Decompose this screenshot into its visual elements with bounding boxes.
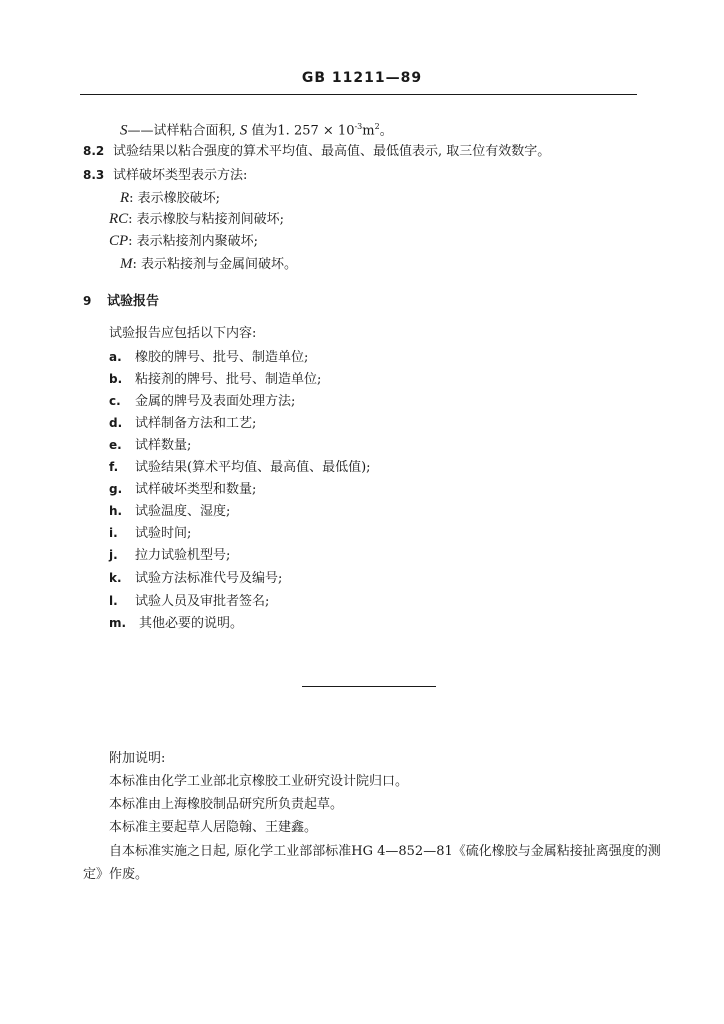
section-8-2 [83, 142, 550, 161]
item-letter: j. [109, 548, 118, 562]
item-text: 试样数量; [135, 438, 192, 453]
end-of-standard-rule [302, 686, 436, 687]
list-item [109, 480, 256, 499]
section-text: 试验结果以粘合强度的算术平均值、最高值、最低值表示, 取三位有效数字。 [113, 144, 551, 159]
list-item [109, 524, 191, 543]
list-item [109, 392, 295, 411]
item-letter: e. [109, 438, 122, 452]
failure-code: CP [109, 233, 129, 249]
item-text: 其他必要的说明。 [139, 616, 244, 631]
formula-exponent: -3 [354, 122, 363, 131]
list-item [109, 546, 230, 565]
item-text: 试验时间; [135, 526, 192, 541]
list-item [109, 592, 269, 611]
failure-code: RC [109, 211, 129, 227]
section-9-heading [83, 292, 159, 311]
failure-code: R [120, 190, 130, 206]
item-text: 试验温度、湿度; [135, 504, 231, 519]
failure-desc: : 表示橡胶破坏; [129, 191, 221, 206]
report-intro: 试验报告应包括以下内容: [109, 326, 257, 341]
notes-line: 自本标准实施之日起, 原化学工业部部标准HG 4—852—81《硫化橡胶与金属粘接扯离强度的测 [109, 844, 661, 859]
section-8-3 [83, 166, 247, 185]
item-letter: l. [109, 594, 118, 608]
failure-type-cp [109, 232, 258, 251]
item-letter: m. [109, 616, 127, 630]
notes-continuation: 定》作废。 [83, 867, 149, 882]
formula-symbol-2: S [239, 122, 248, 139]
item-letter: d. [109, 416, 123, 430]
formula-unit-exponent: 2 [374, 122, 380, 131]
item-letter: a. [109, 350, 122, 364]
item-text: 粘接剂的牌号、批号、制造单位; [135, 372, 322, 387]
item-text: 试验结果(算术平均值、最高值、最低值); [135, 460, 371, 475]
notes-title: 附加说明: [109, 751, 166, 766]
list-item [109, 436, 191, 455]
section-number: 8.3 [83, 168, 105, 182]
section-number: 8.2 [83, 144, 105, 158]
list-item [109, 569, 282, 588]
section-title: 试验报告 [107, 294, 160, 309]
item-text: 试验人员及审批者签名; [135, 594, 270, 609]
failure-type-r [120, 189, 220, 208]
section-number: 9 [83, 294, 92, 308]
failure-desc: : 表示粘接剂与金属间破坏。 [132, 257, 298, 272]
header-rule [80, 94, 637, 95]
standard-code-header: GB 11211—89 [301, 70, 423, 86]
formula-symbol: S [120, 122, 128, 139]
list-item [109, 614, 243, 633]
formula-unit: m [362, 123, 375, 139]
item-text: 试验方法标准代号及编号; [135, 571, 283, 586]
list-item [109, 458, 371, 477]
list-item [109, 348, 308, 367]
notes-line: 本标准主要起草人居隐翰、王建鑫。 [109, 820, 318, 835]
item-letter: b. [109, 372, 123, 386]
item-letter: f. [109, 460, 119, 474]
item-letter: k. [109, 571, 122, 585]
list-item [109, 414, 256, 433]
list-item [109, 502, 230, 521]
item-text: 橡胶的牌号、批号、制造单位; [135, 350, 309, 365]
item-text: 金属的牌号及表面处理方法; [135, 394, 296, 409]
formula-end: 。 [379, 123, 393, 139]
section-text: 试样破坏类型表示方法: [113, 168, 248, 183]
item-text: 试样制备方法和工艺; [135, 416, 257, 431]
failure-desc: : 表示橡胶与粘接剂间破坏; [128, 212, 285, 227]
formula-text-a: 试样粘合面积, [153, 123, 236, 139]
failure-code: M [120, 256, 133, 272]
item-text: 试样破坏类型和数量; [135, 482, 257, 497]
item-letter: h. [109, 504, 123, 518]
failure-desc: : 表示粘接剂内聚破坏; [128, 234, 259, 249]
formula-text-b: 值为1. 257 × 10 [247, 123, 355, 139]
item-letter: g. [109, 482, 123, 496]
list-item [109, 370, 321, 389]
item-text: 拉力试验机型号; [135, 548, 231, 563]
notes-line: 本标准由化学工业部北京橡胶工业研究设计院归口。 [109, 774, 409, 789]
formula-dash: —— [127, 123, 154, 139]
failure-type-m [120, 255, 297, 274]
failure-type-rc [109, 210, 284, 229]
item-letter: i. [109, 526, 118, 540]
formula-definition [120, 118, 393, 140]
notes-line: 本标准由上海橡胶制品研究所负责起草。 [109, 797, 344, 812]
item-letter: c. [109, 394, 121, 408]
